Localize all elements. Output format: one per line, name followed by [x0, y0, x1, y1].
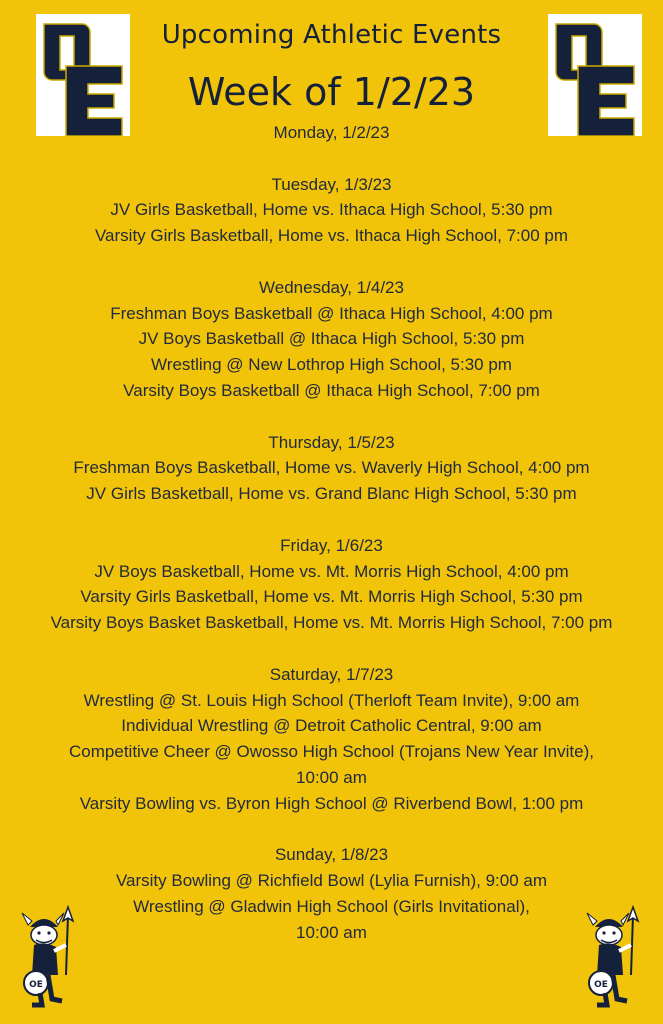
- week-heading: Week of 1/2/23: [187, 70, 476, 114]
- event-line: Wrestling @ Gladwin High School (Girls Invitational),: [133, 896, 530, 916]
- event-line: Individual Wrestling @ Detroit Catholic Central, 9:00 am: [121, 716, 542, 736]
- day-block: [0, 662, 663, 817]
- event-line: Wrestling @ St. Louis High School (Therloft Team Invite), 9:00 am: [83, 690, 580, 710]
- event-line: Varsity Boys Basketball @ Ithaca High School, 7:00 pm: [123, 380, 540, 400]
- day-block: [0, 120, 663, 146]
- event-line: JV Girls Basketball, Home vs. Grand Blanc High School, 5:30 pm: [86, 484, 577, 504]
- event-line: Competitive Cheer @ Owosso High School (Trojans New Year Invite),: [69, 742, 594, 762]
- svg-text:OE: OE: [594, 980, 608, 990]
- event-schedule: [0, 120, 663, 971]
- day-block: [0, 172, 663, 249]
- event-line: Varsity Girls Basketball, Home vs. Ithaca High School, 7:00 pm: [94, 226, 569, 246]
- event-line: JV Boys Basketball, Home vs. Mt. Morris High School, 4:00 pm: [94, 561, 569, 581]
- event-line: 10:00 am: [296, 767, 367, 787]
- viking-mascot-icon: [583, 905, 645, 1009]
- event-line: Wrestling @ New Lothrop High School, 5:30 pm: [151, 355, 512, 375]
- day-date: Friday, 1/6/23: [280, 535, 383, 555]
- mascot-left: [18, 905, 80, 1009]
- day-block: [0, 430, 663, 507]
- event-line: Freshman Boys Basketball, Home vs. Waverly High School, 4:00 pm: [73, 458, 590, 478]
- day-date: Tuesday, 1/3/23: [271, 174, 392, 194]
- day-date: Wednesday, 1/4/23: [259, 277, 404, 297]
- event-line: Varsity Girls Basketball, Home vs. Mt. Morris High School, 5:30 pm: [80, 587, 583, 607]
- day-block: [0, 275, 663, 404]
- mascot-right: [583, 905, 645, 1009]
- event-line: Varsity Bowling @ Richfield Bowl (Lylia Furnish), 9:00 am: [115, 871, 548, 891]
- svg-text:OE: OE: [29, 980, 43, 990]
- event-line: Varsity Boys Basket Basketball, Home vs. Mt. Morris High School, 7:00 pm: [50, 613, 613, 633]
- day-date: Sunday, 1/8/23: [274, 845, 389, 865]
- day-block: [0, 842, 663, 945]
- event-line: 10:00 am: [296, 922, 367, 942]
- day-date: Monday, 1/2/23: [273, 123, 390, 142]
- event-line: JV Girls Basketball, Home vs. Ithaca High School, 5:30 pm: [110, 200, 553, 220]
- day-date: Saturday, 1/7/23: [269, 664, 394, 684]
- day-block: [0, 533, 663, 636]
- page-title: Upcoming Athletic Events: [161, 20, 502, 50]
- event-line: Varsity Bowling vs. Byron High School @ Riverbend Bowl, 1:00 pm: [79, 793, 584, 813]
- event-line: Freshman Boys Basketball @ Ithaca High School, 4:00 pm: [110, 303, 553, 323]
- day-date: Thursday, 1/5/23: [268, 432, 395, 452]
- viking-mascot-icon: [18, 905, 80, 1009]
- event-line: JV Boys Basketball @ Ithaca High School, 5:30 pm: [138, 329, 525, 349]
